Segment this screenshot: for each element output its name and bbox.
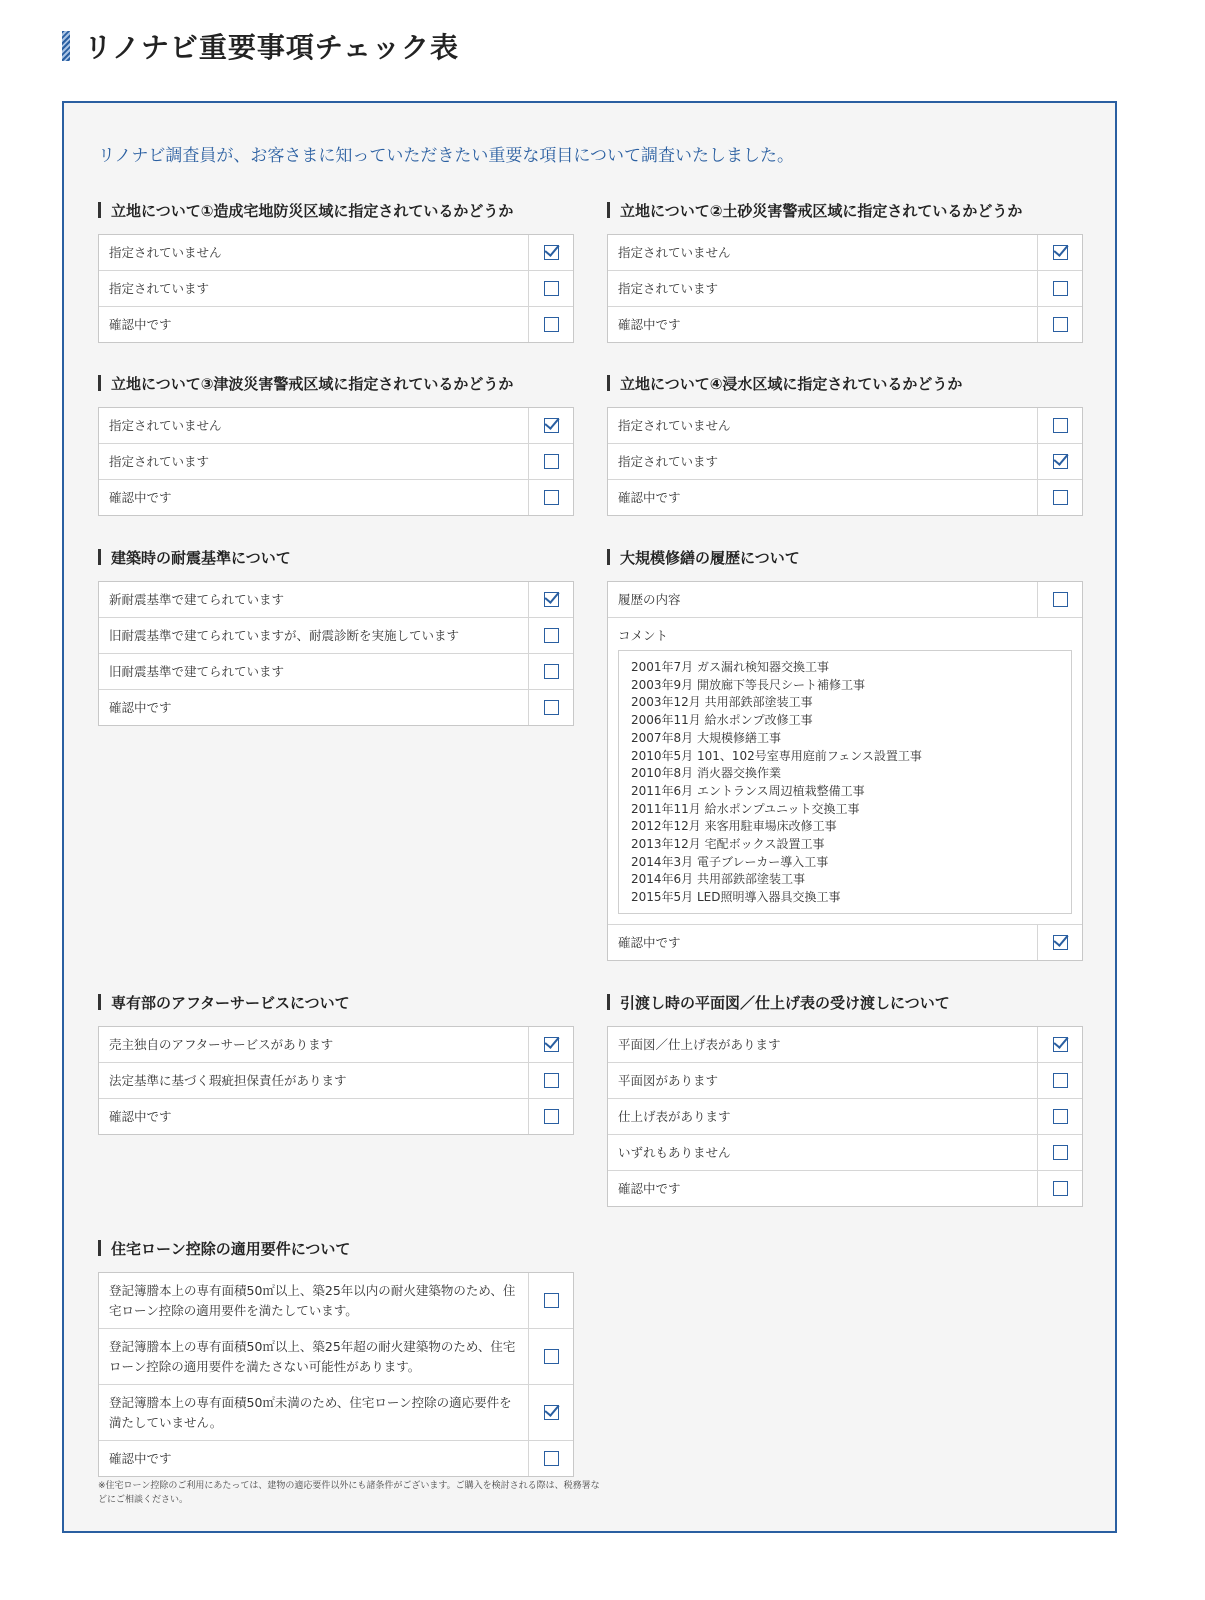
row-label: 登記簿謄本上の専有面積50㎡未満のため、住宅ローン控除の適応要件を満たしていません。 [109, 1394, 512, 1430]
checkbox-unchecked-icon[interactable] [544, 700, 559, 715]
checkbox-unchecked-icon[interactable] [544, 281, 559, 296]
row-checkbox-cell [528, 1273, 573, 1328]
section-tsunami [98, 372, 574, 516]
checkbox-unchecked-icon[interactable] [544, 628, 559, 643]
row-checkbox-cell [528, 1329, 573, 1384]
checkbox-unchecked-icon[interactable] [1053, 592, 1068, 607]
row-label: 確認中です [109, 1450, 172, 1466]
row-label: いずれもありません [618, 1144, 731, 1160]
comment-line: 2013年12月 宅配ボックス設置工事 [631, 837, 825, 852]
row-label: 指定されていません [618, 417, 731, 433]
checklist-row [99, 653, 573, 689]
row-checkbox-cell [1037, 582, 1082, 617]
row-label: 確認中です [618, 489, 681, 505]
comment-line: 2010年8月 消火器交換作業 [631, 766, 781, 781]
checkbox-unchecked-icon[interactable] [1053, 418, 1068, 433]
row-label: 確認中です [618, 1180, 681, 1196]
row-label: 履歴の内容 [618, 591, 681, 607]
checkbox-unchecked-icon[interactable] [1053, 1073, 1068, 1088]
checkbox-unchecked-icon[interactable] [544, 490, 559, 505]
row-label: 指定されています [618, 280, 719, 296]
checkbox-unchecked-icon[interactable] [1053, 1109, 1068, 1124]
comment-line: 2011年6月 エントランス周辺植栽整備工事 [631, 783, 865, 798]
checklist-row [99, 479, 573, 515]
checkbox-checked-icon[interactable] [1053, 454, 1068, 469]
checklist-row [608, 1170, 1082, 1206]
row-checkbox-cell [528, 408, 573, 443]
checklist-row [608, 408, 1082, 443]
row-label: 登記簿謄本上の専有面積50㎡以上、築25年超の耐火建築物のため、住宅ローン控除の適用要件を満たさない可能性があります。 [109, 1338, 516, 1374]
row-label: 平面図があります [618, 1072, 719, 1088]
checkbox-unchecked-icon[interactable] [544, 454, 559, 469]
checklist-row [608, 924, 1082, 960]
comment-line: 2001年7月 ガス漏れ検知器交換工事 [631, 660, 829, 674]
row-label: 登記簿謄本上の専有面積50㎡以上、築25年以内の耐火建築物のため、住宅ローン控除の適用要件を満たしています。 [109, 1282, 516, 1318]
row-label: 旧耐震基準で建てられています [109, 663, 285, 679]
section-heimenzu [607, 991, 1083, 1207]
row-label: 指定されていません [109, 244, 222, 260]
checklist-row [99, 1384, 573, 1440]
checklist-row [99, 1098, 573, 1134]
checklist-table [98, 234, 574, 343]
comment-line: 2015年5月 LED照明導入器具交換工事 [631, 890, 841, 905]
row-label: 確認中です [618, 934, 681, 950]
row-label: 確認中です [109, 316, 172, 332]
row-checkbox-cell [1037, 1135, 1082, 1170]
section-title: 立地について②土砂災害警戒区域に指定されているかどうか [607, 199, 1083, 221]
comment-block [608, 617, 1082, 924]
page-title-text: リノナビ重要事項チェック表 [84, 31, 460, 64]
checkbox-checked-icon[interactable] [544, 245, 559, 260]
section-title: 建築時の耐震基準について [98, 546, 574, 568]
checklist-row [99, 617, 573, 653]
row-checkbox-cell [528, 444, 573, 479]
row-checkbox-cell [528, 1063, 573, 1098]
checklist-row [99, 1027, 573, 1062]
checklist-row [608, 1062, 1082, 1098]
row-checkbox-cell [528, 307, 573, 342]
comment-line: 2006年11月 給水ポンプ改修工事 [631, 713, 813, 728]
row-label: 指定されています [109, 453, 210, 469]
checkbox-unchecked-icon[interactable] [1053, 490, 1068, 505]
checklist-row [608, 443, 1082, 479]
row-checkbox-cell [528, 1099, 573, 1134]
checklist-row [608, 235, 1082, 270]
checklist-row [99, 689, 573, 725]
checkbox-unchecked-icon[interactable] [1053, 1145, 1068, 1160]
row-checkbox-cell [528, 1441, 573, 1476]
row-label: 新耐震基準で建てられています [109, 591, 285, 607]
checklist-row [608, 1098, 1082, 1134]
checklist-row [99, 443, 573, 479]
section-dosha-saigai [607, 199, 1083, 343]
row-checkbox-cell [528, 1027, 573, 1062]
comment-line: 2011年11月 給水ポンプユニット交換工事 [631, 801, 860, 816]
section-title: 引渡し時の平面図／仕上げ表の受け渡しについて [607, 991, 1083, 1013]
row-label: 確認中です [109, 1108, 172, 1124]
checklist-row [608, 306, 1082, 342]
row-checkbox-cell [528, 235, 573, 270]
checklist-table [607, 234, 1083, 343]
checklist-table [98, 407, 574, 516]
intro-text: リノナビ調査員が、お客さまに知っていただきたい重要な項目について調査いたしました。 [98, 146, 794, 166]
footnote: ※住宅ローン控除のご利用にあたっては、建物の適応要件以外にも諸条件がございます。ご購入を検討される際は、税務署などにご相談ください。 [98, 1481, 600, 1505]
row-label: 確認中です [109, 699, 172, 715]
title-accent-bar [62, 31, 70, 61]
comment-line: 2012年12月 来客用駐車場床改修工事 [631, 819, 837, 834]
row-checkbox-cell [1037, 1027, 1082, 1062]
row-label: 確認中です [109, 489, 172, 505]
checkbox-checked-icon[interactable] [544, 1037, 559, 1052]
comment-line: 2014年6月 共用部鉄部塗装工事 [631, 872, 805, 887]
section-title: 立地について③津波災害警戒区域に指定されているかどうか [98, 372, 574, 394]
checklist-row [99, 582, 573, 617]
checkbox-unchecked-icon[interactable] [544, 1073, 559, 1088]
checklist-row [608, 1134, 1082, 1170]
checklist-row [99, 1062, 573, 1098]
row-checkbox-cell [528, 618, 573, 653]
comment-textarea[interactable] [618, 650, 1072, 914]
row-label: 指定されています [618, 453, 719, 469]
checklist-table [98, 1026, 574, 1135]
row-label: 指定されていません [618, 244, 731, 260]
row-checkbox-cell [528, 1385, 573, 1440]
section-title: 住宅ローン控除の適用要件について [98, 1237, 574, 1259]
row-checkbox-cell [1037, 307, 1082, 342]
checklist-row [608, 270, 1082, 306]
section-shuzen [607, 546, 1083, 961]
row-checkbox-cell [528, 690, 573, 725]
row-checkbox-cell [1037, 271, 1082, 306]
row-label: 旧耐震基準で建てられていますが、耐震診断を実施しています [109, 627, 460, 643]
checklist-table [98, 1272, 574, 1477]
section-shinsui [607, 372, 1083, 516]
checklist-row [99, 1273, 573, 1328]
comment-line: 2014年3月 電子ブレーカー導入工事 [631, 854, 829, 869]
row-label: 法定基準に基づく瑕疵担保責任があります [109, 1072, 347, 1088]
checklist-row [608, 479, 1082, 515]
row-label: 売主独自のアフターサービスがあります [109, 1036, 334, 1052]
checkbox-unchecked-icon[interactable] [1053, 281, 1068, 296]
checkbox-unchecked-icon[interactable] [1053, 317, 1068, 332]
checkbox-checked-icon[interactable] [1053, 1037, 1068, 1052]
row-checkbox-cell [1037, 1063, 1082, 1098]
checklist-table [98, 581, 574, 726]
section-after-service [98, 991, 574, 1135]
checklist-row [99, 306, 573, 342]
section-title: 立地について①造成宅地防災区域に指定されているかどうか [98, 199, 574, 221]
checklist-row [99, 408, 573, 443]
row-label: 指定されていません [109, 417, 222, 433]
checklist-table [607, 407, 1083, 516]
checklist-row [608, 1027, 1082, 1062]
row-checkbox-cell [1037, 480, 1082, 515]
checkbox-checked-icon[interactable] [544, 418, 559, 433]
row-checkbox-cell [528, 480, 573, 515]
row-checkbox-cell [1037, 235, 1082, 270]
row-checkbox-cell [528, 582, 573, 617]
checkbox-unchecked-icon[interactable] [544, 317, 559, 332]
checkbox-unchecked-icon[interactable] [544, 1109, 559, 1124]
row-checkbox-cell [1037, 408, 1082, 443]
row-label: 指定されています [109, 280, 210, 296]
checklist-table [607, 581, 1083, 961]
checklist-row [99, 1440, 573, 1476]
checkbox-unchecked-icon[interactable] [544, 1293, 559, 1308]
row-checkbox-cell [1037, 1099, 1082, 1134]
section-loan-kojo [98, 1237, 600, 1507]
row-checkbox-cell [1037, 1171, 1082, 1206]
section-title: 立地について④浸水区域に指定されているかどうか [607, 372, 1083, 394]
section-taishin [98, 546, 574, 726]
section-title: 大規模修繕の履歴について [607, 546, 1083, 568]
checkbox-unchecked-icon[interactable] [544, 664, 559, 679]
checklist-row [99, 235, 573, 270]
comment-line: 2010年5月 101、102号室専用庭前フェンス設置工事 [631, 748, 922, 763]
row-checkbox-cell [1037, 925, 1082, 960]
checkbox-unchecked-icon[interactable] [1053, 1181, 1068, 1196]
row-checkbox-cell [528, 271, 573, 306]
checkbox-unchecked-icon[interactable] [544, 1349, 559, 1364]
checkbox-checked-icon[interactable] [1053, 245, 1068, 260]
checklist-row [608, 582, 1082, 617]
section-title: 専有部のアフターサービスについて [98, 991, 574, 1013]
checkbox-checked-icon[interactable] [544, 592, 559, 607]
row-label: 仕上げ表があります [618, 1108, 731, 1124]
checkbox-unchecked-icon[interactable] [544, 1451, 559, 1466]
page-title [62, 26, 459, 66]
comment-label: コメント [618, 628, 669, 643]
row-label: 確認中です [618, 316, 681, 332]
row-label: 平面図／仕上げ表があります [618, 1036, 781, 1052]
checklist-row [99, 270, 573, 306]
checkbox-checked-icon[interactable] [1053, 935, 1068, 950]
checklist-table [607, 1026, 1083, 1207]
checklist-panel [62, 101, 1117, 1533]
comment-line: 2003年9月 開放廊下等長尺シート補修工事 [631, 677, 865, 692]
checkbox-checked-icon[interactable] [544, 1405, 559, 1420]
comment-line: 2003年12月 共用部鉄部塗装工事 [631, 695, 813, 710]
row-checkbox-cell [1037, 444, 1082, 479]
checklist-row [99, 1328, 573, 1384]
section-takuchi-bousai [98, 199, 574, 343]
row-checkbox-cell [528, 654, 573, 689]
comment-line: 2007年8月 大規模修繕工事 [631, 730, 781, 745]
